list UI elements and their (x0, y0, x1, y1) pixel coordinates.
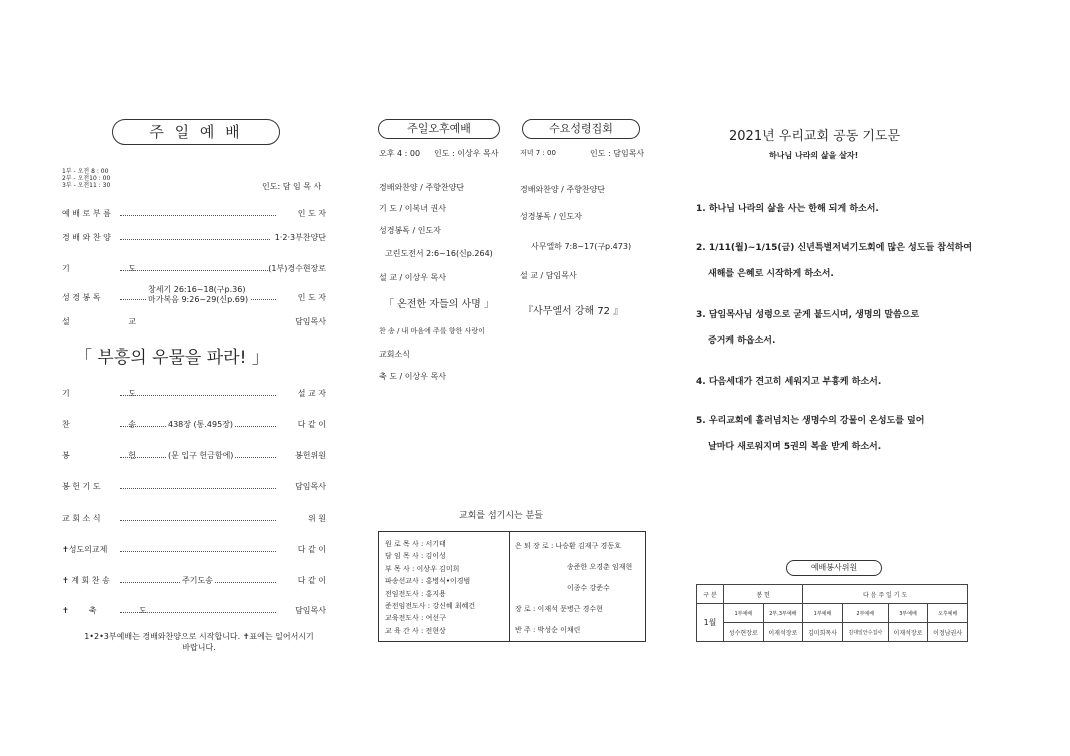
wednesday-service-title: 수요성령집회 (522, 119, 640, 139)
prayer-item: 5. 우리교회에 흘러넘치는 생명수의 강물이 온성도를 덮어 (696, 416, 925, 426)
row-label: ✝성도의교제 (62, 545, 108, 554)
footnote (64, 631, 334, 653)
order-row (62, 388, 326, 400)
row-mid: 438장 (통.495장) (168, 420, 234, 429)
order-row (62, 605, 326, 617)
scripture-2: 마가복음 9:26~29(신p.69) (148, 295, 249, 304)
prayer-item: 4. 다음세대가 견고히 세워지고 부흥케 하소서. (696, 377, 882, 387)
prayer-item: 2. 1/11(월)~1/15(금) 신년특별저녁기도회에 많은 성도들 참석하여 (696, 243, 973, 253)
order-row (62, 208, 326, 220)
wednesday-item: 경배와찬양 / 주향찬양단 (520, 185, 606, 194)
service-times (62, 168, 110, 189)
staff-entry: 교육전도사 : 여선구 (385, 614, 446, 623)
row-label: 교 회 소 식 (62, 514, 101, 523)
row-right: 담임목사 (295, 482, 326, 491)
prayer-item: 3. 담임목사님 성령으로 굳게 붙드시며, 생명의 말씀으로 (696, 310, 920, 320)
staff-box (378, 531, 646, 642)
row-right: 다 같 이 (297, 576, 326, 585)
volunteers-table (696, 584, 968, 642)
row-label: ✝축 도 (62, 606, 167, 615)
prayer-item: 1. 하나님 나라의 삶을 사는 한해 되게 하소서. (696, 204, 879, 214)
afternoon-item: 기 도 / 이복녀 권사 (379, 204, 446, 213)
order-row (62, 316, 326, 328)
staff-entry: 이종수 강준수 (567, 584, 610, 592)
row-mid: 주기도송 (182, 576, 213, 585)
service-volunteers-title: 예배봉사위원 (786, 560, 882, 576)
afternoon-item: 고린도전서 2:6~16(신p.264) (385, 249, 493, 258)
table-header: 봉 헌 (724, 585, 803, 604)
table-cell: 이정남권사 (928, 623, 968, 642)
staff-entry: 담 임 목 사 : 김이성 (385, 552, 446, 561)
table-subheader: 2부,3부예배 (763, 604, 803, 623)
staff-entry: 부 목 사 : 이상우 김미희 (385, 564, 460, 573)
staff-entry: 전임전도사 : 홍지용 (385, 589, 446, 598)
table-cell: 이재석장로 (888, 623, 928, 642)
prayer-item: 새해를 은혜로 시작하게 하소서. (708, 269, 834, 279)
order-row (62, 263, 326, 275)
afternoon-item: 설 교 / 이상우 목사 (379, 273, 446, 282)
staff-entry: 반 주 : 박성순 이채린 (515, 626, 581, 634)
row-label: 봉 헌 기 도 (62, 482, 101, 491)
row-right: 위 원 (308, 514, 326, 523)
staff-entry: 송준한 오경춘 임재현 (567, 563, 633, 571)
table-cell: 성수현장로 (724, 623, 764, 642)
scripture (146, 285, 250, 305)
row-right: 인 도 자 (297, 209, 326, 218)
time-3: 3부 - 오전11 : 30 (62, 182, 111, 189)
table-cell: 김대일안수집사 (842, 623, 888, 642)
staff-entry: 교 육 간 사 : 전현상 (385, 626, 446, 635)
time-2: 2부 - 오전10 : 00 (62, 175, 111, 182)
row-right: 담임목사 (295, 606, 326, 615)
sermon-title: 「 부흥의 우물을 파라! 」 (75, 348, 269, 368)
footnote-line-1: 1•2•3부예배는 경배와찬양으로 시작합니다. ✝표에는 일어서시기 (84, 632, 314, 641)
afternoon-item: 찬 송 / 내 마음에 주를 향한 사랑이 (379, 327, 485, 335)
row-right: 1·2·3부찬양단 (274, 233, 326, 242)
order-row (62, 481, 326, 493)
prayer-item: 증거케 하옵소서. (708, 336, 776, 346)
afternoon-item: 성경봉독 / 인도자 (379, 226, 441, 235)
table-subheader: 오후예배 (928, 604, 968, 623)
staff-entry: 장 로 : 이재석 문병근 경수현 (515, 605, 603, 613)
table-header: 구 분 (697, 585, 724, 604)
staff-entry: 준전임전도사 : 강신혜 최혜건 (385, 602, 476, 611)
wednesday-time: 저녁 7 : 00 (520, 149, 556, 157)
afternoon-leader: 인도 : 이상우 목사 (434, 149, 499, 158)
table-subheader: 1부예배 (724, 604, 764, 623)
sunday-service-title: 주 일 예 배 (112, 119, 280, 145)
order-row (62, 450, 326, 462)
table-cell: 김미희목사 (803, 623, 843, 642)
row-label: 설 교 (62, 317, 164, 326)
afternoon-item: 경배와찬양 / 주향찬양단 (379, 183, 465, 192)
row-label: 경 배 와 찬 양 (62, 233, 111, 242)
table-subheader: 3부예배 (888, 604, 928, 623)
row-label: 기 도 (62, 389, 164, 398)
table-row-label: 1월 (697, 604, 724, 642)
wednesday-item: 성경봉독 / 인도자 (520, 212, 582, 221)
row-label: 예 배 로 부 름 (62, 209, 111, 218)
staff-divider (509, 532, 510, 641)
table-subheader: 2부예배 (842, 604, 888, 623)
table-subheader: 1부예배 (803, 604, 843, 623)
row-right: 다 같 이 (297, 420, 326, 429)
wednesday-leader: 인도 : 담임목사 (590, 149, 645, 158)
order-row (62, 575, 326, 587)
row-right: 봉헌위원 (295, 451, 326, 460)
afternoon-item: 교회소식 (379, 350, 410, 359)
order-row (62, 419, 326, 431)
table-cell: 이재석장로 (763, 623, 803, 642)
row-right: 담임목사 (295, 317, 326, 326)
time-1: 1부 - 오전 8 : 00 (62, 168, 109, 175)
scripture-1: 창세기 26:16~18(구p.36) (148, 285, 246, 294)
afternoon-item: 축 도 / 이상우 목사 (379, 372, 446, 381)
afternoon-time: 오후 4 : 00 (379, 149, 421, 158)
leader-label: 인도: 담 임 목 사 (262, 182, 322, 191)
order-row (62, 544, 326, 556)
row-right: 인 도 자 (297, 293, 326, 302)
row-label: ✝ 계 회 찬 송 (62, 576, 110, 585)
wednesday-item: 설 교 / 담임목사 (520, 271, 577, 280)
row-right: 다 같 이 (297, 545, 326, 554)
prayer-title: 2021년 우리교회 공동 기도문 (729, 129, 901, 144)
order-row (62, 513, 326, 525)
row-mid: (문 입구 헌금함에) (168, 451, 234, 460)
wednesday-sermon-title: 『사무엘서 강해 72 』 (523, 306, 624, 317)
prayer-subtitle: 하나님 나라의 삶을 살자! (769, 151, 859, 160)
staff-left-list (385, 538, 475, 637)
row-label: 찬 송 (62, 420, 164, 429)
afternoon-service-title: 주일오후예배 (378, 119, 500, 139)
staff-entry: 원 로 목 사 : 서기태 (385, 540, 446, 548)
wednesday-item: 사무엘하 7:8~17(구p.473) (531, 242, 632, 251)
afternoon-sermon-title: 「 온전한 자들의 사명 」 (384, 299, 494, 310)
row-label: 성 경 봉 독 (62, 293, 101, 302)
footnote-line-2: 바랍니다. (182, 643, 216, 652)
staff-title: 교회를 섬기시는 분들 (459, 511, 543, 521)
prayer-item: 날마다 새로워지며 5권의 복을 받게 하소서. (708, 442, 882, 452)
staff-entry: 은 퇴 장 로 : 나승환 김재구 경동호 (515, 542, 621, 550)
order-row (62, 232, 326, 244)
row-right: (1부)경수현장로 (268, 264, 326, 273)
row-label: 기 도 (62, 264, 164, 273)
row-label: 봉 헌 (62, 451, 164, 460)
row-right: 설 교 자 (297, 389, 326, 398)
staff-entry: 파송선교사 : 홍병식•이경범 (385, 577, 471, 586)
table-header: 다 음 주 일 기 도 (803, 585, 968, 604)
